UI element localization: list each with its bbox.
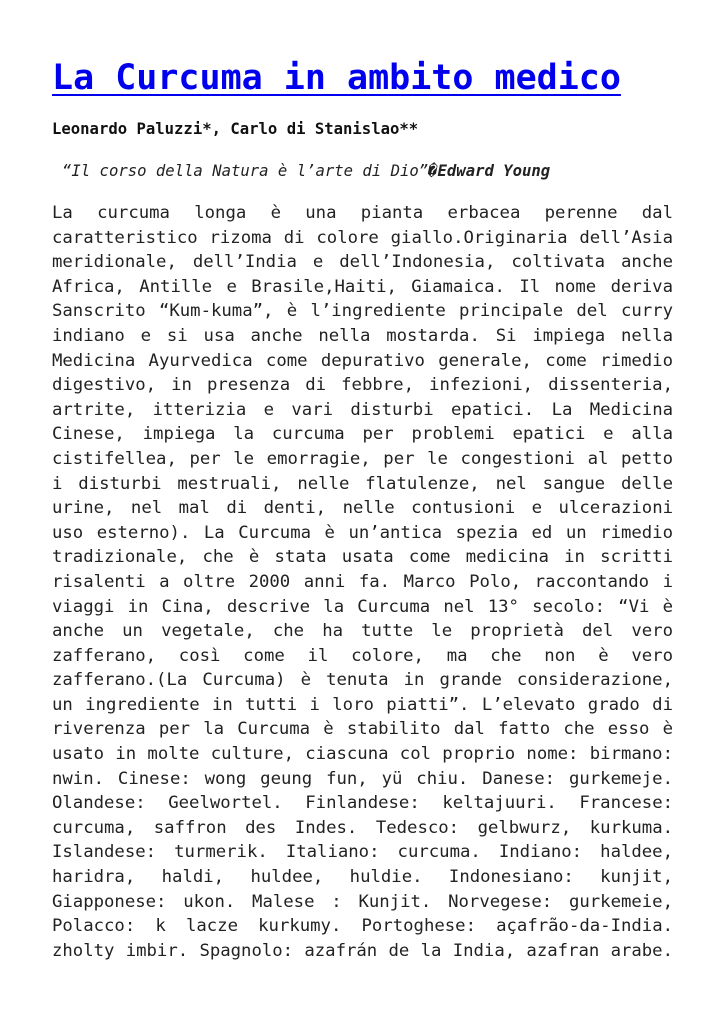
- body-text-line: Medicina Ayurvedica come depurativo generale, come rimedio: [52, 350, 673, 371]
- body-text-line: La curcuma longa è una pianta erbacea perenne dal: [52, 203, 673, 223]
- article-authors: Leonardo Paluzzi*, Carlo di Stanislao**: [52, 120, 419, 138]
- body-text-line: Cinese, impiega la curcuma per problemi epatici e alla: [52, 424, 673, 445]
- body-text-line: Olandese: Geelwortel. Finlandese: keltajuuri. Francese:: [52, 793, 673, 814]
- body-text-line: Sanscrito “Kum-kuma”, è l’ingrediente principale del curry: [52, 301, 673, 322]
- body-text-line: indiano e si usa anche nella mostarda. Si impiega nella: [52, 325, 673, 346]
- body-text-line: uso esterno). La Curcuma è un’antica spezia ed un rimedio: [52, 522, 673, 543]
- quote-text: “Il corso della Natura è l’arte di Dio”�: [62, 162, 438, 180]
- body-text-line: i disturbi mestruali, nelle flatulenze, nel sangue delle: [52, 473, 673, 494]
- body-text-line: zafferano, così come il colore, ma che non è vero: [52, 645, 673, 666]
- body-text-line: riverenza per la Curcuma è stabilito dal fatto che esso è: [52, 719, 673, 740]
- body-text-line: cistifellea, per le emorragie, per le congestioni al petto: [52, 448, 673, 469]
- body-text-line: curcuma, saffron des Indes. Tedesco: gelbwurz, kurkuma.: [52, 817, 673, 838]
- body-text-line: nwin. Cinese: wong geung fun, yü chiu. Danese: gurkemeje.: [52, 768, 673, 789]
- body-text-line: zholty imbir. Spagnolo: azafrán de la India, azafran arabe.: [52, 940, 673, 961]
- body-text-line: viaggi in Cina, descrive la Curcuma nel 13° secolo: “Vi è: [52, 596, 673, 617]
- body-text-line: Islandese: turmerik. Italiano: curcuma. Indiano: haldee,: [52, 842, 673, 863]
- body-text-line: artrite, itterizia e vari disturbi epatici. La Medicina: [52, 399, 673, 420]
- body-text-line: un ingrediente in tutti i loro piatti”. L’elevato grado di: [52, 694, 673, 715]
- body-text-line: caratteristico rizoma di colore giallo.Originaria dell’Asia: [52, 227, 673, 248]
- body-text-line: usato in molte culture, ciascuna col proprio nome: birmano:: [52, 744, 673, 765]
- article-body: [52, 201, 673, 963]
- epigraph-quote: [62, 162, 550, 180]
- body-text-line: Giapponese: ukon. Malese : Kunjit. Norvegese: gurkemeie,: [52, 891, 673, 912]
- body-text-line: Africa, Antille e Brasile,Haiti, Giamaica. Il nome deriva: [52, 276, 673, 297]
- article-title-link[interactable]: La Curcuma in ambito medico: [52, 58, 621, 98]
- body-text-line: risalenti a oltre 2000 anni fa. Marco Polo, raccontando i: [52, 571, 673, 592]
- quote-author: Edward Young: [437, 162, 551, 180]
- body-text-line: digestivo, in presenza di febbre, infezioni, dissenteria,: [52, 375, 673, 396]
- body-text-line: meridionale, dell’India e dell’Indonesia, coltivata anche: [52, 252, 673, 273]
- body-text-line: Polacco: k lacze kurkumy. Portoghese: açafrão-da-India.: [52, 916, 673, 937]
- body-text-line: anche un vegetale, che ha tutte le proprietà del vero: [52, 621, 673, 642]
- body-text-line: urine, nel mal di denti, nelle contusioni e ulcerazioni: [52, 498, 673, 519]
- body-text-line: zafferano.(La Curcuma) è tenuta in grande considerazione,: [52, 670, 673, 691]
- body-text-line: tradizionale, che è stata usata come medicina in scritti: [52, 547, 673, 568]
- body-text-line: haridra, haldi, huldee, huldie. Indonesiano: kunjit,: [52, 867, 673, 888]
